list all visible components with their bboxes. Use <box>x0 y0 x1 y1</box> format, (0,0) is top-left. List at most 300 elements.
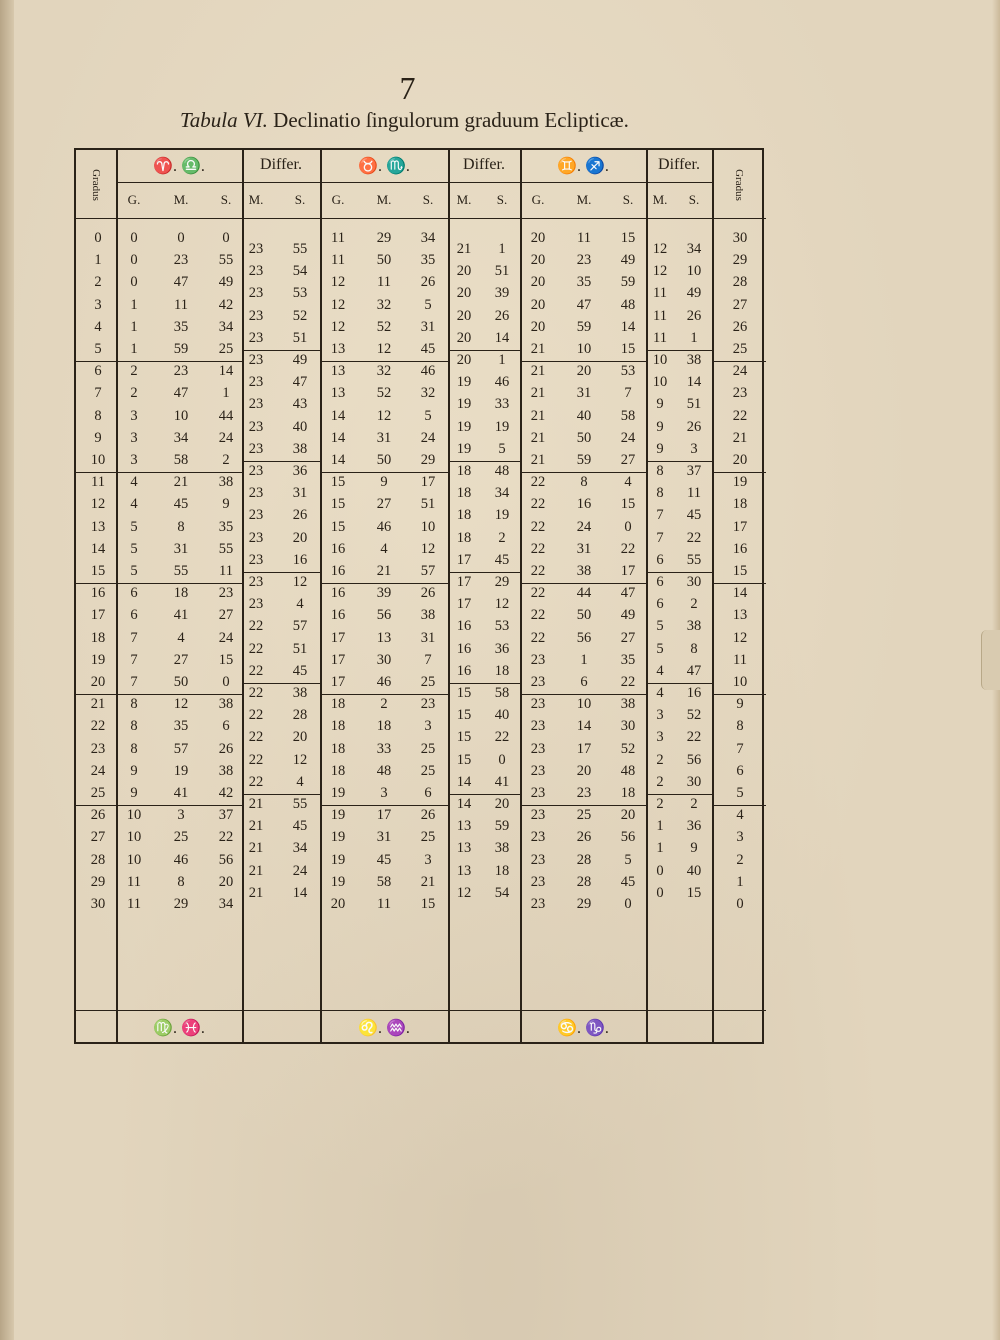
gemini-value: 47 <box>576 296 592 313</box>
gemini-value: 22 <box>620 674 636 690</box>
diff1-value: 23 <box>248 463 264 479</box>
aries-value: 12 <box>173 696 189 713</box>
diff3-value: 7 <box>656 529 664 546</box>
gemini-value: 23 <box>576 252 592 269</box>
gemini-value: 23 <box>530 674 546 690</box>
aries-value: 11 <box>127 873 141 890</box>
row-rule <box>520 361 646 362</box>
diff2-value: 33 <box>494 396 510 413</box>
gradus-left-value: 20 <box>90 674 106 690</box>
aries-value: 1 <box>130 341 138 357</box>
taurus-value: 48 <box>376 762 392 779</box>
aries-value: 10 <box>126 807 142 824</box>
row-rule <box>712 694 766 695</box>
diff1-value: 22 <box>248 662 264 679</box>
gemini-value: 48 <box>620 296 636 313</box>
diff1-value: 20 <box>292 729 308 746</box>
taurus-value: 45 <box>420 341 436 357</box>
taurus-value: 17 <box>330 651 346 668</box>
gradus-left-value: 13 <box>90 518 106 535</box>
aries-value: 49 <box>218 274 234 291</box>
taurus-value: 12 <box>420 540 436 557</box>
diff3-value: 9 <box>690 840 698 857</box>
diff3-value: 22 <box>686 729 702 746</box>
diff3-value: 10 <box>652 374 668 391</box>
diff2-value: 5 <box>498 440 506 457</box>
gemini-value: 23 <box>530 829 546 846</box>
diff3-value: 3 <box>656 707 664 724</box>
diff1-value: 23 <box>248 596 264 613</box>
aries-value: 11 <box>174 296 188 313</box>
gradus-right-value: 29 <box>732 252 748 269</box>
diff3-value: 12 <box>652 263 668 280</box>
gemini-value: 56 <box>620 829 636 846</box>
diff1-value: 54 <box>292 263 308 280</box>
taurus-value: 25 <box>420 829 436 846</box>
diff2-value: 41 <box>494 773 510 790</box>
gemini-value: 23 <box>530 807 546 824</box>
gemini-value: 0 <box>624 518 632 535</box>
row-rule <box>646 350 712 351</box>
diff2-value: 59 <box>494 818 510 835</box>
aries-value: 47 <box>173 274 189 291</box>
aries-value: 58 <box>173 452 189 468</box>
diff2-value: 29 <box>494 574 510 590</box>
diff2-value: 16 <box>456 640 472 657</box>
aries-value: 10 <box>173 407 189 424</box>
diff2-value: 18 <box>456 485 472 502</box>
gradus-right-value: 5 <box>736 785 744 801</box>
diff2-value: 19 <box>456 396 472 413</box>
differ-header: Differ. <box>463 156 505 173</box>
gemini-value: 17 <box>620 563 636 579</box>
gemini-value: 27 <box>620 629 636 646</box>
gemini-value: 15 <box>620 341 636 357</box>
diff2-value: 19 <box>494 507 510 524</box>
gemini-value: 40 <box>576 407 592 424</box>
aries-value: 3 <box>177 807 185 824</box>
gradus-right-value: 9 <box>736 696 744 713</box>
diff1-value: 23 <box>248 529 264 546</box>
aries-value: 31 <box>173 540 189 557</box>
gradus-left-value: 17 <box>90 607 106 624</box>
gradus-right-value: 20 <box>732 452 748 468</box>
taurus-value: 31 <box>420 629 436 646</box>
taurus-value: 20 <box>330 896 346 912</box>
gemini-value: 30 <box>620 718 636 735</box>
taurus-value: 2 <box>380 696 388 713</box>
diff3-value: 1 <box>656 840 664 857</box>
gradus-right-value: 23 <box>732 385 748 402</box>
gemini-value: 23 <box>530 718 546 735</box>
gradus-left-value: 26 <box>90 807 106 824</box>
aries-value: 25 <box>173 829 189 846</box>
gradus-right-value: 27 <box>732 296 748 313</box>
diff1-value: 14 <box>292 884 308 901</box>
diff3-value: 14 <box>686 374 702 391</box>
diff2-value: 48 <box>494 463 510 479</box>
row-rule <box>646 572 712 573</box>
gemini-value: 23 <box>530 740 546 757</box>
diff1-value: 23 <box>248 485 264 502</box>
diff3-value: 51 <box>686 396 702 413</box>
diff2-value: 19 <box>494 418 510 435</box>
diff1-value: 40 <box>292 418 308 435</box>
gemini-value: 56 <box>576 629 592 646</box>
aries-value: 55 <box>218 540 234 557</box>
row-rule <box>242 794 320 795</box>
taurus-value: 18 <box>330 762 346 779</box>
row-rule <box>242 572 320 573</box>
diff2-value: 13 <box>456 840 472 857</box>
diff1-value: 23 <box>248 307 264 324</box>
gemini-value: 38 <box>620 696 636 713</box>
gradus-right-value: 17 <box>732 518 748 535</box>
gemini-value: 17 <box>576 740 592 757</box>
gemini-value: 15 <box>620 230 636 246</box>
aries-value: 35 <box>173 318 189 335</box>
aries-value: 8 <box>130 718 138 735</box>
gemini-value: 23 <box>530 896 546 912</box>
taurus-value: 11 <box>377 274 391 291</box>
row-rule <box>448 683 520 684</box>
diff2-value: 20 <box>456 263 472 280</box>
gemini-value: 18 <box>620 785 636 801</box>
gemini-value: 23 <box>530 651 546 668</box>
aries-value: 4 <box>177 629 185 646</box>
taurus-value: 18 <box>330 718 346 735</box>
gemini-value: 22 <box>530 518 546 535</box>
aries-value: 26 <box>218 740 234 757</box>
diff2-value: 19 <box>456 440 472 457</box>
gms-subheader: M. <box>173 192 189 207</box>
diff1-value: 21 <box>248 884 264 901</box>
aries-value: 37 <box>218 807 234 824</box>
row-rule <box>320 694 448 695</box>
diff1-value: 22 <box>248 773 264 790</box>
aries-value: 2 <box>222 452 230 468</box>
aries-value: 2 <box>130 385 138 402</box>
diff2-value: 20 <box>456 352 472 368</box>
gemini-value: 29 <box>576 896 592 912</box>
diff3-value: 4 <box>656 662 664 679</box>
row-rule <box>712 805 766 806</box>
diff3-value: 8 <box>690 640 698 657</box>
aries-value: 55 <box>218 252 234 269</box>
gradus-right-value: 25 <box>732 341 748 357</box>
diff2-value: 18 <box>494 862 510 879</box>
diff1-value: 34 <box>292 840 308 857</box>
gradus-left-value: 5 <box>94 341 102 357</box>
diff1-value: 21 <box>248 818 264 835</box>
gradus-right-value: 2 <box>736 851 744 868</box>
row-rule <box>76 805 116 806</box>
gemini-value: 50 <box>576 607 592 624</box>
diff1-value: 22 <box>248 618 264 635</box>
diff2-value: 14 <box>456 773 472 790</box>
gemini-value: 27 <box>620 452 636 468</box>
gradus-left-value: 16 <box>90 585 106 602</box>
diff1-value: 22 <box>248 751 264 768</box>
gemini-value: 22 <box>530 563 546 579</box>
diff2-value: 18 <box>456 463 472 479</box>
gms-subheader: M. <box>376 192 392 207</box>
diff1-value: 22 <box>248 685 264 701</box>
gradus-left-value: 2 <box>94 274 102 291</box>
diff3-value: 16 <box>686 685 702 701</box>
taurus-value: 13 <box>330 363 346 380</box>
aries-value: 23 <box>173 252 189 269</box>
gemini-value: 20 <box>620 807 636 824</box>
gemini-value: 24 <box>620 429 636 446</box>
row-rule <box>76 583 116 584</box>
diff2-value: 17 <box>456 596 472 613</box>
diff2-value: 36 <box>494 640 510 657</box>
aries-value: 41 <box>173 785 189 801</box>
diff3-value: 56 <box>686 751 702 768</box>
diff3-value: 7 <box>656 507 664 524</box>
taurus-value: 33 <box>376 740 392 757</box>
diff2-value: 1 <box>498 241 506 257</box>
gemini-value: 49 <box>620 607 636 624</box>
aries-value: 38 <box>218 474 234 491</box>
gradus-right-value: 30 <box>732 230 748 246</box>
diff1-value: 23 <box>248 329 264 346</box>
taurus-value: 32 <box>376 363 392 380</box>
gradus-left-value: 27 <box>90 829 106 846</box>
gemini-value: 7 <box>624 385 632 402</box>
row-rule <box>712 583 766 584</box>
diff3-value: 30 <box>686 773 702 790</box>
row-rule <box>242 350 320 351</box>
diff2-value: 18 <box>494 662 510 679</box>
taurus-value: 25 <box>420 740 436 757</box>
aries-value: 8 <box>177 873 185 890</box>
ms-subheader: M. <box>652 192 668 207</box>
aries-value: 44 <box>218 407 234 424</box>
gemini-value: 0 <box>624 896 632 912</box>
gemini-value: 22 <box>530 585 546 602</box>
gemini-value: 20 <box>576 363 592 380</box>
gradus-left-value: 25 <box>90 785 106 801</box>
diff3-value: 0 <box>656 862 664 879</box>
gemini-value: 21 <box>530 452 546 468</box>
sign-header: ♊. ♐. <box>557 158 609 175</box>
diff1-value: 23 <box>248 396 264 413</box>
row-rule <box>646 461 712 462</box>
aries-value: 4 <box>130 496 138 513</box>
taurus-value: 11 <box>331 230 345 246</box>
gradus-left-value: 15 <box>90 563 106 579</box>
diff2-value: 58 <box>494 685 510 701</box>
gemini-value: 23 <box>530 785 546 801</box>
diff2-value: 17 <box>456 574 472 590</box>
gradus-left-value: 8 <box>94 407 102 424</box>
taurus-value: 17 <box>330 629 346 646</box>
diff3-value: 47 <box>686 662 702 679</box>
diff1-value: 4 <box>296 596 304 613</box>
taurus-value: 19 <box>330 851 346 868</box>
diff3-value: 38 <box>686 618 702 635</box>
taurus-value: 30 <box>376 651 392 668</box>
diff2-value: 39 <box>494 285 510 302</box>
taurus-value: 32 <box>376 296 392 313</box>
gms-subheader: G. <box>331 192 345 207</box>
diff1-value: 12 <box>292 751 308 768</box>
taurus-value: 17 <box>330 674 346 690</box>
gradus-header-right: Gradus <box>733 169 745 201</box>
aries-value: 27 <box>218 607 234 624</box>
diff2-value: 16 <box>456 662 472 679</box>
gradus-left-value: 7 <box>94 385 102 402</box>
gemini-value: 20 <box>530 274 546 291</box>
gemini-value: 22 <box>530 496 546 513</box>
differ-header: Differ. <box>658 156 700 173</box>
gemini-value: 5 <box>624 851 632 868</box>
gemini-value: 22 <box>530 474 546 491</box>
diff2-value: 0 <box>498 751 506 768</box>
title-text: Declinatio ſingulorum graduum Eclipticæ. <box>267 108 629 132</box>
gradus-left-value: 19 <box>90 651 106 668</box>
gradus-right-value: 21 <box>732 429 748 446</box>
taurus-value: 14 <box>330 452 346 468</box>
title-table-label: Tabula VI. <box>180 108 268 132</box>
gradus-right-value: 13 <box>732 607 748 624</box>
differ-header: Differ. <box>260 156 302 173</box>
taurus-value: 32 <box>420 385 436 402</box>
gradus-left-value: 3 <box>94 296 102 313</box>
diff3-value: 15 <box>686 884 702 901</box>
aries-value: 11 <box>127 896 141 912</box>
aries-value: 3 <box>130 407 138 424</box>
gemini-value: 58 <box>620 407 636 424</box>
aries-value: 4 <box>130 474 138 491</box>
diff2-value: 20 <box>494 796 510 812</box>
gemini-value: 1 <box>580 651 588 668</box>
gemini-value: 23 <box>576 785 592 801</box>
aries-value: 57 <box>173 740 189 757</box>
gradus-left-value: 22 <box>90 718 106 735</box>
diff3-value: 11 <box>653 307 667 324</box>
gemini-value: 35 <box>576 274 592 291</box>
taurus-value: 19 <box>330 873 346 890</box>
aries-value: 23 <box>218 585 234 602</box>
taurus-value: 29 <box>420 452 436 468</box>
diff2-value: 15 <box>456 729 472 746</box>
taurus-value: 35 <box>420 252 436 269</box>
gradus-left-value: 0 <box>94 230 102 246</box>
diff2-value: 20 <box>456 307 472 324</box>
aries-value: 9 <box>130 762 138 779</box>
aries-value: 5 <box>130 563 138 579</box>
gemini-value: 6 <box>580 674 588 690</box>
aries-value: 3 <box>130 429 138 446</box>
aries-value: 6 <box>130 607 138 624</box>
gms-subheader: S. <box>622 192 634 207</box>
aries-value: 50 <box>173 674 189 690</box>
gemini-value: 26 <box>576 829 592 846</box>
row-rule <box>520 805 646 806</box>
diff2-value: 21 <box>456 241 472 257</box>
diff1-value: 28 <box>292 707 308 724</box>
aries-value: 9 <box>222 496 230 513</box>
diff3-value: 6 <box>656 551 664 568</box>
gradus-right-value: 8 <box>736 718 744 735</box>
taurus-value: 27 <box>376 496 392 513</box>
diff1-value: 16 <box>292 551 308 568</box>
taurus-value: 19 <box>330 785 346 801</box>
diff1-value: 4 <box>296 773 304 790</box>
diff3-value: 52 <box>686 707 702 724</box>
gemini-value: 21 <box>530 341 546 357</box>
diff2-value: 14 <box>494 329 510 346</box>
aries-value: 1 <box>222 385 230 402</box>
diff1-value: 23 <box>248 418 264 435</box>
aries-value: 24 <box>218 629 234 646</box>
aries-value: 29 <box>173 896 189 912</box>
diff2-value: 20 <box>456 329 472 346</box>
aries-value: 9 <box>130 785 138 801</box>
gradus-left-value: 6 <box>94 363 102 380</box>
diff2-value: 12 <box>494 596 510 613</box>
taurus-value: 19 <box>330 829 346 846</box>
aries-value: 34 <box>218 318 234 335</box>
diff3-value: 2 <box>690 796 698 812</box>
aries-value: 19 <box>173 762 189 779</box>
row-rule <box>712 361 766 362</box>
diff2-value: 18 <box>456 529 472 546</box>
gemini-value: 35 <box>620 651 636 668</box>
row-rule <box>242 461 320 462</box>
taurus-value: 7 <box>424 651 432 668</box>
row-rule <box>646 794 712 795</box>
taurus-value: 17 <box>420 474 436 491</box>
taurus-value: 13 <box>330 341 346 357</box>
diff3-value: 3 <box>656 729 664 746</box>
diff3-value: 0 <box>656 884 664 901</box>
diff3-value: 2 <box>656 796 664 812</box>
gemini-value: 16 <box>576 496 592 513</box>
gemini-value: 28 <box>576 851 592 868</box>
aries-value: 27 <box>173 651 189 668</box>
gradus-left-value: 18 <box>90 629 106 646</box>
gemini-value: 53 <box>620 363 636 380</box>
row-rule <box>116 182 712 183</box>
row-rule <box>116 805 242 806</box>
diff2-value: 16 <box>456 618 472 635</box>
diff1-value: 23 <box>248 440 264 457</box>
aries-value: 0 <box>130 230 138 246</box>
aries-value: 11 <box>219 563 233 579</box>
gradus-right-value: 6 <box>736 762 744 779</box>
diff3-value: 34 <box>686 241 702 257</box>
diff3-value: 55 <box>686 551 702 568</box>
taurus-value: 45 <box>376 851 392 868</box>
diff3-value: 1 <box>690 329 698 346</box>
diff3-value: 11 <box>653 329 667 346</box>
taurus-value: 31 <box>376 429 392 446</box>
diff3-value: 26 <box>686 307 702 324</box>
taurus-value: 12 <box>330 274 346 291</box>
aries-value: 8 <box>130 696 138 713</box>
gemini-value: 52 <box>620 740 636 757</box>
taurus-value: 31 <box>376 829 392 846</box>
aries-value: 7 <box>130 651 138 668</box>
gemini-value: 23 <box>530 873 546 890</box>
sign-header: ♈. ♎. <box>153 158 205 175</box>
row-rule <box>116 583 242 584</box>
aries-value: 0 <box>177 230 185 246</box>
